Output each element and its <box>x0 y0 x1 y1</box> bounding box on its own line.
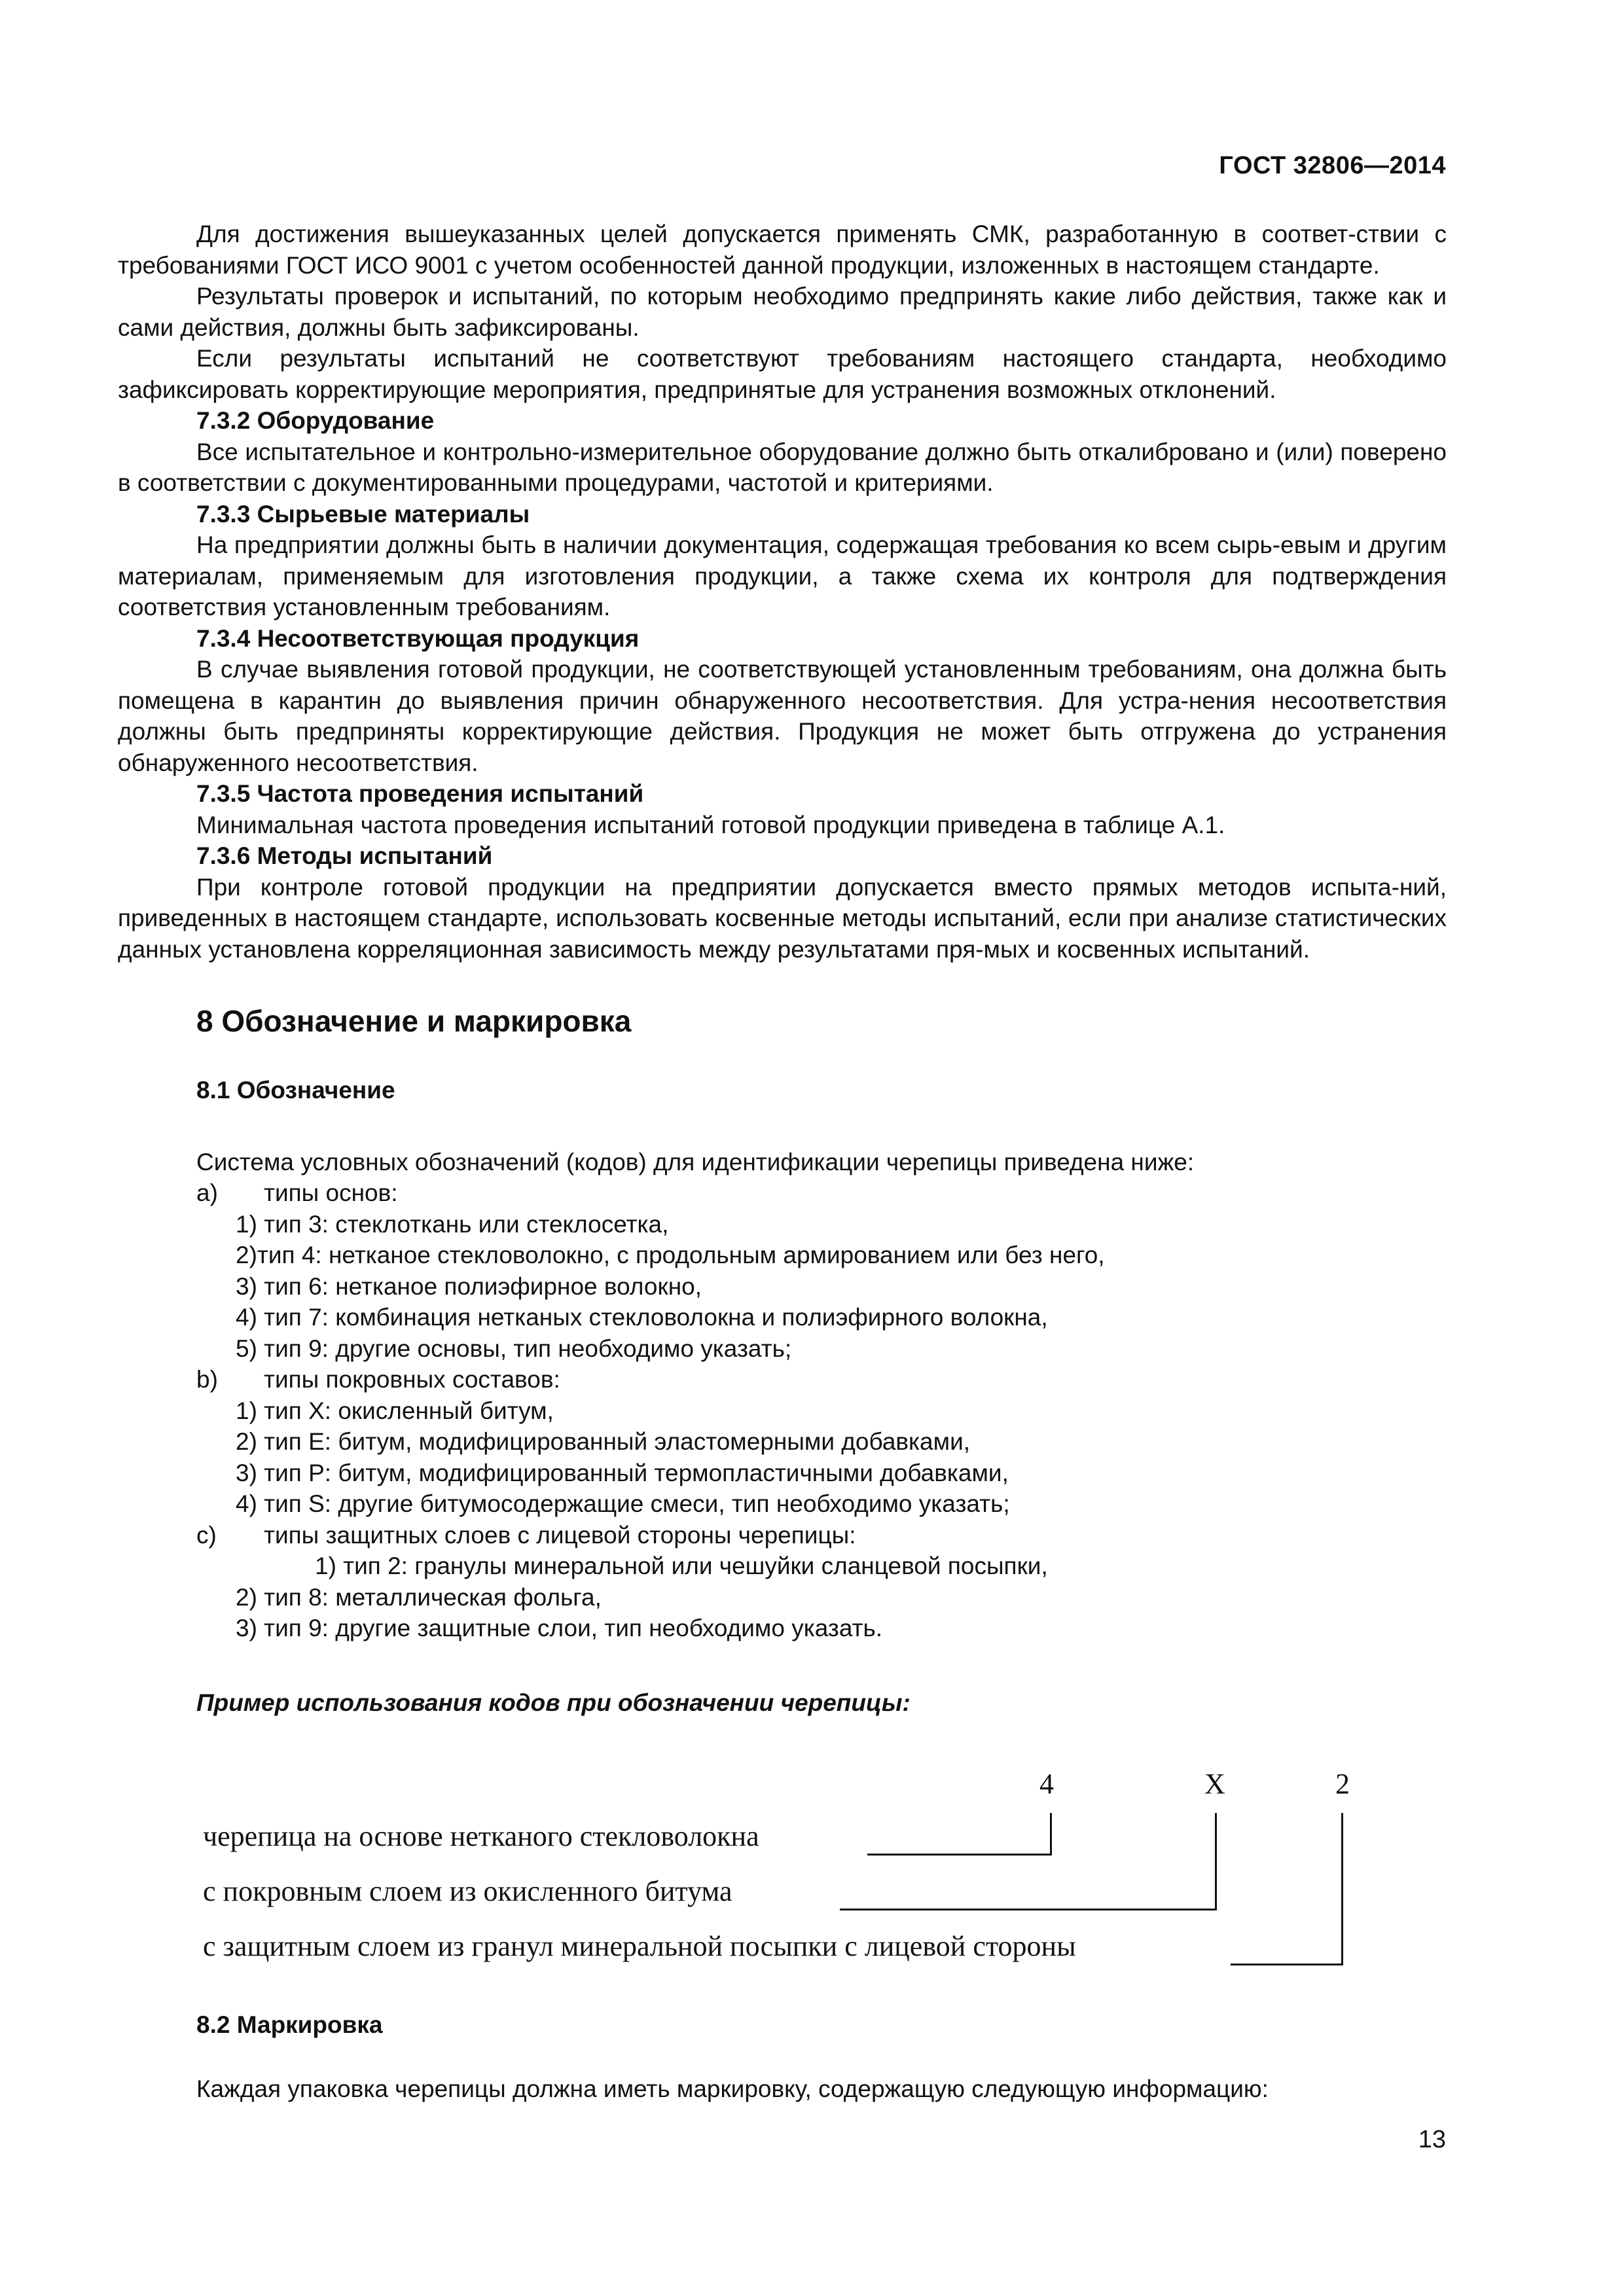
designation-example-diagram <box>118 1766 1447 2001</box>
paragraph: В случае выявления готовой продукции, не соответствующей установленным требованиям, она должна быть помещена в карантин до выявления причин обнаруженного несоответствия. Для устра-нения несоответствия должны быть предприняты корректирующие действия. Продукция не может быть отгружена до устранения обнаруженного несоответствия. <box>118 656 1447 776</box>
example-line-base: черепица на основе нетканого стекловолокна <box>203 1820 759 1852</box>
list-item: 2)тип 4: нетканое стекловолокно, с продольным армированием или без него, <box>236 1242 1105 1268</box>
paragraph: Все испытательное и контрольно-измерительное оборудование должно быть откалибровано и (или) поверено в соответствии с документированными процедурами, частотой и критериями. <box>118 438 1447 496</box>
list-item: 1) тип Х: окисленный битум, <box>236 1397 554 1424</box>
connector-line <box>1215 1813 1217 1910</box>
list-item: 4) тип S: другие битумосодержащие смеси, тип необходимо указать; <box>236 1490 1010 1517</box>
list-item <box>118 1520 1447 1551</box>
paragraph: На предприятии должны быть в наличии документация, содержащая требования ко всем сырь-евым и другим материалам, применяемым для изготовления продукции, а также схема их контроля для подтверждения соответствия установленным требованиям. <box>118 531 1447 620</box>
list-item: 3) тип 9: другие защитные слои, тип необходимо указать. <box>236 1615 883 1641</box>
connector-line <box>1341 1813 1343 1965</box>
list-item <box>118 1364 1447 1395</box>
paragraph: При контроле готовой продукции на предприятии допускается вместо прямых методов испыта-ний, приведенных в настоящем стандарте, использовать косвенные методы испытаний, если при анализе статистических данных установлена корреляционная зависимость между результатами пря-мых и косвенных испытаний. <box>118 873 1447 963</box>
main-content <box>118 219 1447 1718</box>
subsection-title-7-3-2: 7.3.2 Оборудование <box>196 407 435 434</box>
list-item <box>118 1177 1447 1209</box>
example-line-coating: с покровным слоем из окисленного битума <box>203 1875 732 1907</box>
list-label: типы покровных составов: <box>264 1366 560 1393</box>
list-item: 3) тип P: битум, модифицированный термопластичными добавками, <box>236 1459 1009 1486</box>
list-letter: c) <box>196 1521 217 1549</box>
page-number: 13 <box>1418 2126 1446 2153</box>
list-item: 3) тип 6: нетканое полиэфирное волокно, <box>236 1272 702 1300</box>
list-item: 1) тип 3: стеклоткань или стеклосетка, <box>236 1210 669 1238</box>
list-item: 4) тип 7: комбинация нетканых стекловолокна и полиэфирного волокна, <box>236 1304 1048 1331</box>
paragraph: Каждая упаковка черепицы должна иметь маркировку, содержащую следующую информацию: <box>196 2075 1269 2102</box>
subsection-title-8-1: 8.1 Обозначение <box>196 1077 395 1103</box>
code-surface: 2 <box>1335 1768 1350 1800</box>
document-code: ГОСТ 32806—2014 <box>1219 152 1446 179</box>
list-item: 2) тип E: битум, модифицированный эластомерными добавками, <box>236 1428 971 1455</box>
example-line-surface: с защитным слоем из гранул минеральной посыпки с лицевой стороны <box>203 1930 1076 1962</box>
section-8-2 <box>118 2009 1447 2104</box>
connector-line <box>1231 1964 1343 1965</box>
subsection-title-7-3-6: 7.3.6 Методы испытаний <box>196 842 493 869</box>
section-title-8: 8 Обозначение и маркировка <box>196 1004 632 1038</box>
subsection-title-7-3-4: 7.3.4 Несоответствующая продукция <box>196 624 640 652</box>
subsection-title-7-3-3: 7.3.3 Сырьевые материалы <box>196 500 530 528</box>
list-label: типы основ: <box>264 1179 398 1206</box>
subsection-title-8-2: 8.2 Маркировка <box>196 2011 383 2038</box>
paragraph: Результаты проверок и испытаний, по которым необходимо предпринять какие либо действия, также как и сами действия, должны быть зафиксированы. <box>118 283 1447 341</box>
code-base: 4 <box>1039 1768 1054 1800</box>
connector-line <box>867 1854 1052 1856</box>
list-item: 5) тип 9: другие основы, тип необходимо указать; <box>236 1335 792 1362</box>
paragraph: Минимальная частота проведения испытаний готовой продукции приведена в таблице А.1. <box>196 811 1225 838</box>
connector-line <box>840 1909 1217 1910</box>
list-letter: b) <box>196 1366 218 1393</box>
paragraph: Для достижения вышеуказанных целей допускается применять СМК, разработанную в соответ-ствии с требованиями ГОСТ ИСО 9001 с учетом особенностей данной продукции, изложенных в настоящем стандарте. <box>118 221 1447 279</box>
code-coating: X <box>1204 1768 1225 1800</box>
list-item: 1) тип 2: гранулы минеральной или чешуйки сланцевой посыпки, <box>315 1552 1048 1579</box>
paragraph: Система условных обозначений (кодов) для идентификации черепицы приведена ниже: <box>196 1148 1195 1175</box>
example-title: Пример использования кодов при обозначении черепицы: <box>196 1689 911 1716</box>
subsection-title-7-3-5: 7.3.5 Частота проведения испытаний <box>196 780 644 807</box>
paragraph: Если результаты испытаний не соответствуют требованиям настоящего стандарта, необходимо зафиксировать корректирующие мероприятия, предпринятые для устранения возможных отклонений. <box>118 345 1447 403</box>
list-label: типы защитных слоев с лицевой стороны черепицы: <box>264 1521 856 1549</box>
connector-line <box>1050 1813 1052 1856</box>
list-item: 2) тип 8: металлическая фольга, <box>236 1583 602 1611</box>
list-letter: a) <box>196 1179 218 1206</box>
